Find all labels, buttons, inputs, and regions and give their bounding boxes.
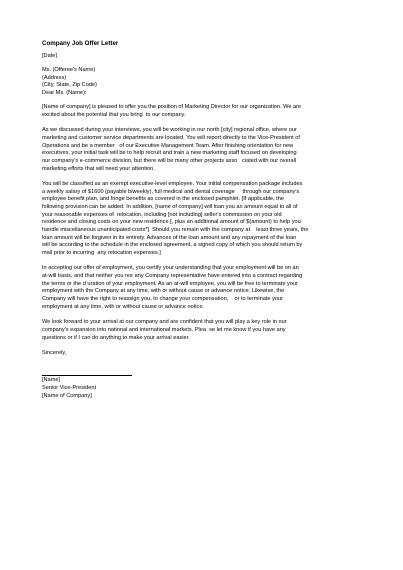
paragraph-line: employment with the Company at any time, with or without cause or advance notice. Likewise, the xyxy=(42,288,285,295)
paragraph-line: We look forward to your arrival at our company and are confident that you will play a key role in our xyxy=(42,319,287,326)
letter-page xyxy=(42,40,368,401)
paragraph-line: company's expansion into national and international markets. Plea se let me know if you have any xyxy=(42,326,286,333)
paragraph-line: your reasonable expenses of relocation, including [not including] seller's commission on your old xyxy=(42,211,282,218)
paragraph-line: at-will basis, and that neither you nor any Company representative have entered into a contract regarding xyxy=(42,273,303,280)
letter-date: [Date] xyxy=(42,52,57,59)
paragraph-line: employment at any time, with or without cause or advance notice. xyxy=(42,303,204,310)
paragraph-compensation xyxy=(42,181,368,258)
paragraph-line: following provision can be added: In addition, [name of company] will loan you an amount equal to all of xyxy=(42,203,298,210)
recipient-block xyxy=(42,67,368,98)
recipient-city-state-zip: (City, State, Zip Code) xyxy=(42,82,97,89)
paragraph-line: Operations and be a member of our Executive Management Team. After finishing orientation for new xyxy=(42,142,294,149)
paragraph-line: a weekly salary of $1600 (payable biweekly), full medical and dental coverage through our company's xyxy=(42,188,300,195)
paragraph-line: mail prior to incurring any relocation expenses.] xyxy=(42,250,161,257)
paragraph-line: You will be classified as an exempt executive-level employee. Your initial compensation package includes xyxy=(42,180,303,187)
signer-company: [Name of Company] xyxy=(42,392,92,399)
paragraph-line: the terms or the d uration of your employment. As an at-will employee, you will be free to terminate your xyxy=(42,280,298,287)
paragraph-line: residence and closing costs on your new residence [, plus an additional amount of $(amount) to help you xyxy=(42,219,301,226)
paragraph-line: handle miscellaneous unanticipated costs*]. Should you remain with the company at least three years, the xyxy=(42,227,309,234)
recipient-name: Ms. (Offeree's Name) xyxy=(42,66,96,73)
paragraph-line: marketing efforts that will need your attention. xyxy=(42,165,155,172)
paragraph-line: As we discussed during your interviews, you will be working in our north [city] regional office, where our xyxy=(42,127,297,134)
paragraph-line: will be according to the schedule in the enclosed agreement, a signed copy of which you should return by xyxy=(42,242,303,249)
paragraph-role xyxy=(42,127,368,173)
salutation: Dear Ms. (Name): xyxy=(42,90,87,97)
paragraph-line: employee benefit plan, and fringe benefits as covered in the enclosed pamphlet. [If applicable, the xyxy=(42,196,284,203)
paragraph-line: marketing and customer service departments are located. You will report directly to the Vice-President of xyxy=(42,134,300,141)
signer-name: [Name] xyxy=(42,377,61,384)
paragraph-at-will xyxy=(42,265,368,311)
paragraph-line: In accepting our offer of employment, you certify your understanding that your employment will be on an xyxy=(42,265,299,272)
paragraph-offer xyxy=(42,104,368,119)
recipient-address: (Address) xyxy=(42,74,67,81)
paragraph-closing-remarks xyxy=(42,319,368,342)
signature-block xyxy=(42,377,368,400)
signer-title: Senior Vice-President xyxy=(42,385,96,392)
paragraph-line: excited about the potential that you bring to our company. xyxy=(42,111,186,118)
paragraph-line: executives, your initial task will be to help recruit and train a new marketing staff focused on developing xyxy=(42,150,297,157)
paragraph-line: Company will have the right to reassign you, to change your compensation, or to terminate your xyxy=(42,296,283,303)
paragraph-line: [Name of company] is pleased to offer you the position of Marketing Director for our organization. We are xyxy=(42,104,302,111)
closing: Sincerely, xyxy=(42,349,67,356)
paragraph-line: our company's e-commerce division, but there will be many other projects asso ciated with our overall xyxy=(42,157,297,164)
signature-line xyxy=(42,375,132,376)
letter-title: Company Job Offer Letter xyxy=(42,40,119,47)
paragraph-line: questions or if I can do anything to make your arrival easier. xyxy=(42,334,190,341)
paragraph-line: loan amount will be forgiven in its entirety. Advances of the loan amount and any repayment of the loan xyxy=(42,234,297,241)
